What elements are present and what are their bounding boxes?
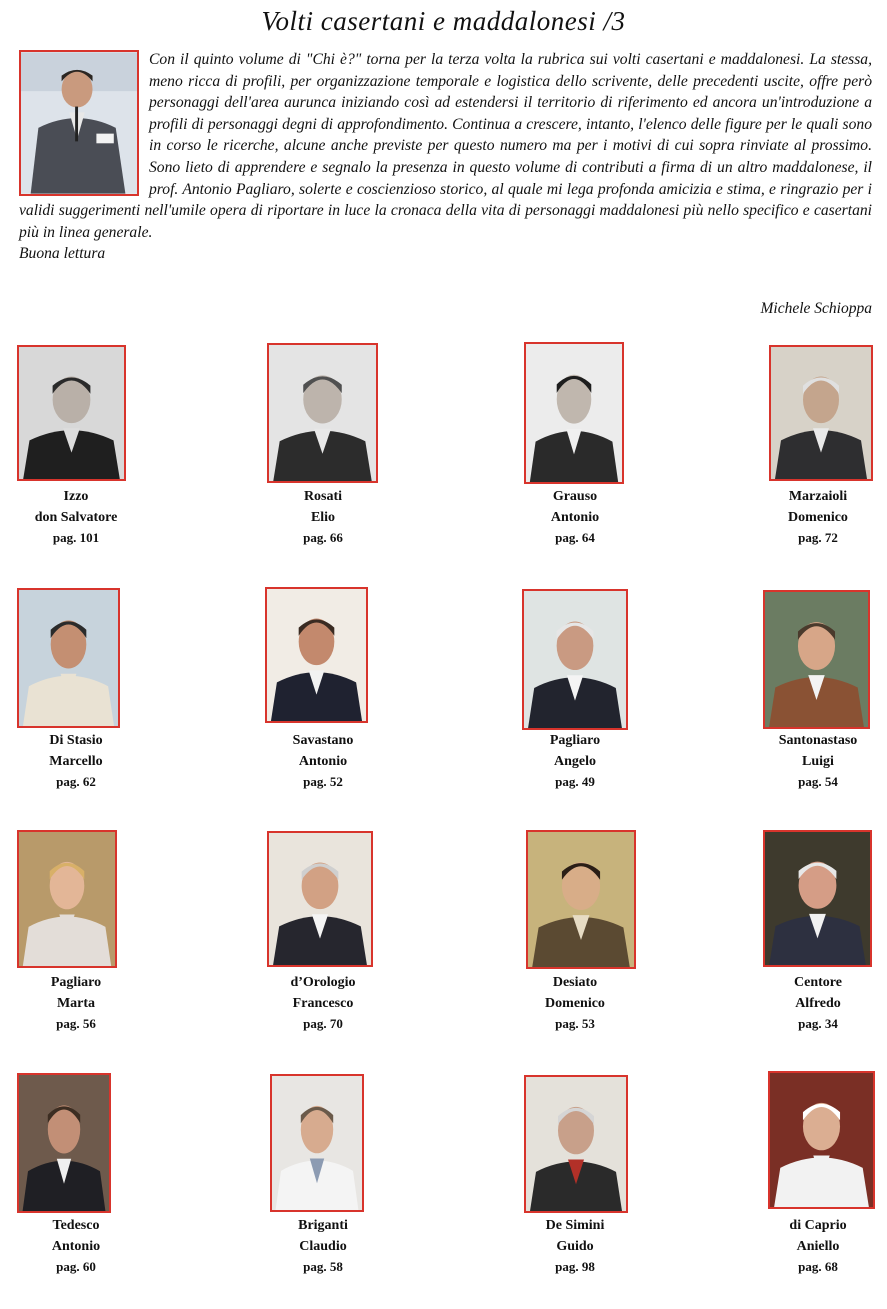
portrait-caption — [738, 731, 887, 793]
person-surname: Savastano — [292, 733, 354, 748]
person-name: Domenico — [545, 995, 605, 1011]
portrait-photo — [768, 1071, 875, 1209]
portrait-caption — [243, 973, 403, 1035]
page-reference: pag. 49 — [555, 774, 595, 789]
portrait-photo — [526, 830, 636, 969]
page-reference: pag. 101 — [52, 530, 100, 545]
person-surname: Santonastaso — [778, 733, 858, 748]
person-name: Aniello — [796, 1238, 840, 1254]
page-reference: pag. 58 — [303, 1259, 343, 1274]
person-surname: Izzo — [63, 489, 89, 504]
person-surname: Centore — [794, 975, 842, 990]
person-name: Elio — [310, 509, 336, 525]
portrait-caption — [495, 731, 655, 793]
person-name: Antonio — [51, 1238, 101, 1254]
page-reference: pag. 72 — [798, 530, 838, 545]
portrait-caption — [738, 973, 887, 1035]
portrait-caption — [495, 487, 655, 549]
person-name: Angelo — [554, 753, 596, 769]
person-name: Guido — [556, 1238, 594, 1254]
page-reference: pag. 62 — [56, 774, 96, 789]
person-surname: Desiato — [552, 975, 598, 990]
person-surname: Tedesco — [52, 1218, 100, 1233]
portrait-caption — [243, 731, 403, 793]
portrait-caption — [0, 731, 156, 793]
portrait-caption — [243, 1216, 403, 1278]
portrait-photo — [522, 589, 628, 730]
page-reference: pag. 54 — [798, 774, 838, 789]
portrait-photo — [524, 342, 624, 484]
page-reference: pag. 68 — [798, 1259, 838, 1274]
portrait-caption — [738, 1216, 887, 1278]
portrait-caption — [738, 487, 887, 549]
portrait-photo — [267, 831, 373, 967]
person-name: Domenico — [788, 509, 848, 525]
portrait-caption — [495, 1216, 655, 1278]
person-name: Francesco — [292, 995, 354, 1011]
portrait-photo — [265, 587, 368, 723]
page-reference: pag. 56 — [56, 1016, 96, 1031]
person-name: Marcello — [49, 753, 103, 769]
page-reference: pag. 70 — [303, 1016, 343, 1031]
portrait-caption — [495, 973, 655, 1035]
page-reference: pag. 53 — [555, 1016, 595, 1031]
page-reference: pag. 34 — [798, 1016, 838, 1031]
person-name: Antonio — [550, 509, 600, 525]
portrait-photo — [17, 588, 120, 728]
portrait-caption — [0, 973, 156, 1035]
page-reference: pag. 52 — [303, 774, 343, 789]
portrait-caption — [0, 1216, 156, 1278]
portrait-photo — [763, 590, 870, 729]
person-surname: Briganti — [298, 1218, 348, 1233]
portrait-photo — [17, 830, 117, 968]
author-signature: Michele Schioppa — [760, 300, 872, 317]
person-surname: Di Stasio — [49, 733, 103, 748]
person-name: Claudio — [299, 1238, 347, 1254]
page-reference: pag. 66 — [303, 530, 343, 545]
portrait-photo — [524, 1075, 628, 1213]
person-surname: Pagliaro — [50, 975, 102, 990]
portrait-caption — [243, 487, 403, 549]
portrait-photo — [267, 343, 378, 483]
page-title: Volti casertani e maddalonesi /3 — [261, 6, 626, 36]
portrait-photo — [270, 1074, 364, 1212]
page-reference: pag. 64 — [555, 530, 595, 545]
portrait-photo — [769, 345, 873, 481]
person-name: Alfredo — [795, 995, 841, 1011]
page-reference: pag. 98 — [555, 1259, 595, 1274]
person-surname: Pagliaro — [549, 733, 601, 748]
person-surname: d’Orologio — [290, 975, 356, 990]
person-name: Marta — [56, 995, 96, 1011]
closing-text: Buona lettura — [19, 245, 106, 263]
person-surname: Marzaioli — [788, 489, 848, 504]
person-surname: di Caprio — [789, 1218, 847, 1233]
portrait-photo — [17, 1073, 111, 1213]
person-name: Antonio — [298, 753, 348, 769]
intro-text: Con il quinto volume di "Chi è?" torna per la terza volta la rubrica sui volti casertani e maddalonesi. La stessa, meno ricca di profili, per organizzazione temporale e logistica dello scrivente, delle precedenti uscite, offre però personaggi dell'area aurunca iniziando così ad estendersi il territorio di riferimento ed ancora un'introduzione a profili di personaggi degni di approfondimento. Continua a crescere, intanto, l'elenco delle figure per le quali sono in corso le ricerche, alcune anche previste per questo numero ma per i motivi di cui sopra rinviate al prossimo. Sono lieto di apprendere e segnalo la presenza in questo volume di contributi a firma di un altro maddalonese, il prof. Antonio Pagliaro, solerte e coscienzioso storico, al quale mi lega profonda amicizia e stima, e ringrazio per i validi suggerimenti nell'umile opera di riportare in luce la cronaca della vita di personaggi maddalonesi più nello specifico e casertani più in linea generale. — [19, 51, 872, 241]
person-surname: Grauso — [552, 489, 598, 504]
portrait-caption — [0, 487, 156, 549]
person-surname: De Simini — [545, 1218, 605, 1233]
portrait-photo — [17, 345, 126, 481]
person-name: Luigi — [802, 753, 834, 769]
intro-paragraph — [19, 49, 872, 265]
page-reference: pag. 60 — [56, 1259, 96, 1274]
portrait-photo — [763, 830, 872, 967]
person-name: don Salvatore — [34, 509, 118, 525]
person-surname: Rosati — [303, 489, 343, 504]
